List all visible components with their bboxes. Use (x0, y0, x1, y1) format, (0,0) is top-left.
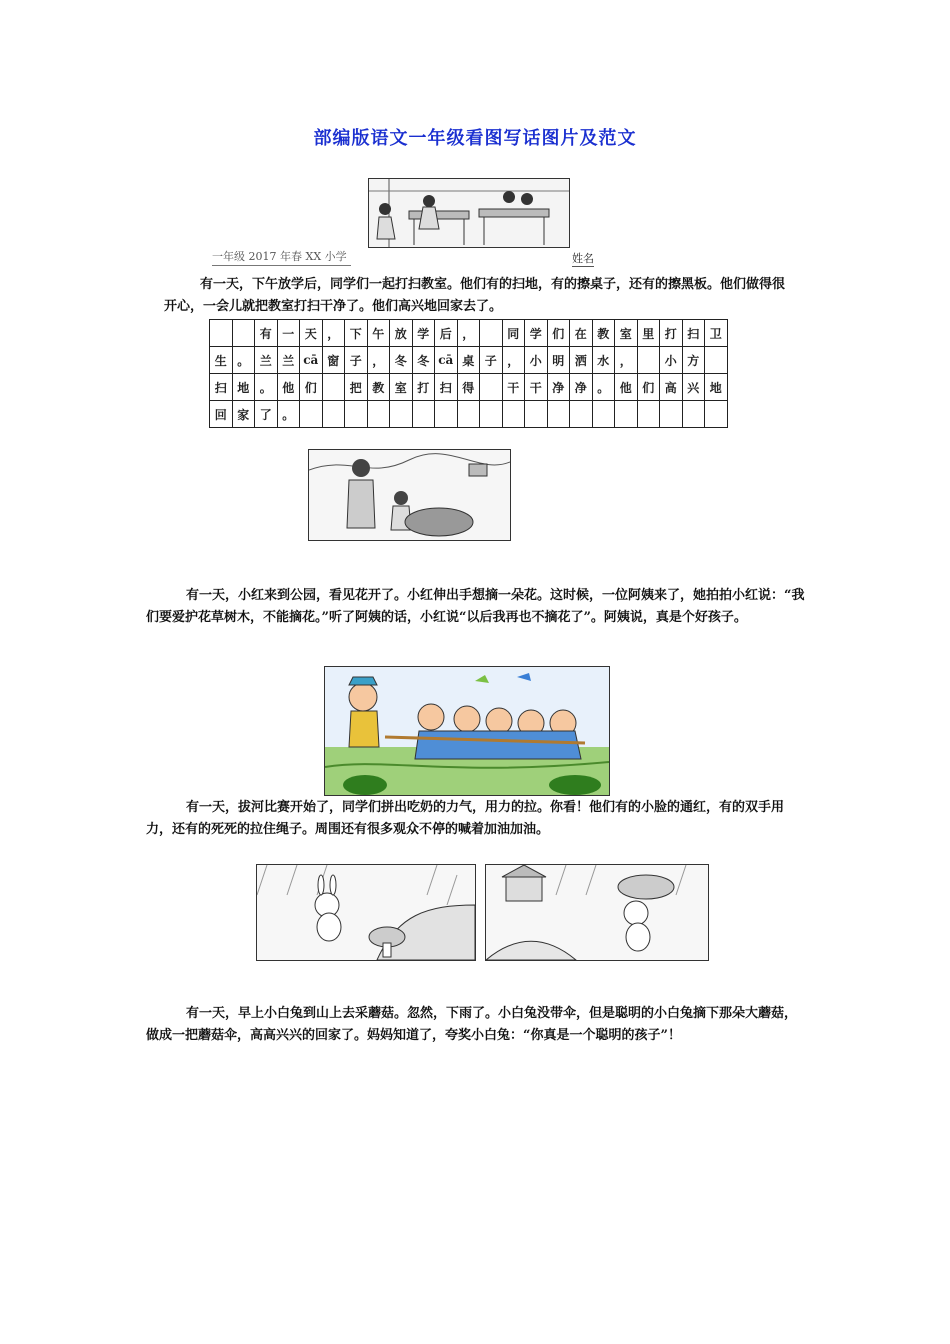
grid-cell: 他 (615, 374, 638, 401)
grid-cell (480, 401, 503, 428)
grid-cell: 方 (682, 347, 705, 374)
grid-cell: 扫 (435, 374, 458, 401)
grid-cell: 小 (525, 347, 548, 374)
park-flowers-drawing (309, 450, 510, 540)
grid-cell (682, 401, 705, 428)
grid-cell: cā (435, 347, 458, 374)
grid-cell (367, 401, 390, 428)
grid-cell: 天 (300, 320, 323, 347)
grid-cell: 教 (367, 374, 390, 401)
grid-cell: 。 (277, 401, 300, 428)
grid-cell: 。 (232, 347, 255, 374)
grid-cell: ， (615, 347, 638, 374)
grid-cell: 干 (525, 374, 548, 401)
grid-cell: 学 (525, 320, 548, 347)
grid-cell: ， (502, 347, 525, 374)
grid-cell (480, 374, 503, 401)
grid-cell: 地 (705, 374, 728, 401)
grid-cell (525, 401, 548, 428)
grid-cell: 高 (660, 374, 683, 401)
grid-cell: 干 (502, 374, 525, 401)
grid-cell (570, 401, 593, 428)
grid-row (210, 320, 728, 347)
grid-cell (660, 401, 683, 428)
grid-cell (705, 401, 728, 428)
park-flowers-illustration (308, 449, 511, 541)
grid-cell (705, 347, 728, 374)
grid-cell: 了 (255, 401, 278, 428)
grid-cell: 子 (480, 347, 503, 374)
grid-cell: 兴 (682, 374, 705, 401)
grid-cell: 有 (255, 320, 278, 347)
grid-cell: 净 (547, 374, 570, 401)
grid-cell: 一 (277, 320, 300, 347)
grid-cell: 里 (637, 320, 660, 347)
grid-cell: 们 (300, 374, 323, 401)
grid-cell: 明 (547, 347, 570, 374)
grid-cell: 们 (637, 374, 660, 401)
rabbit-rain-drawing-1 (257, 865, 475, 960)
grid-cell: 得 (457, 374, 480, 401)
grid-cell (300, 401, 323, 428)
grid-cell (322, 401, 345, 428)
grid-cell (637, 347, 660, 374)
grid-cell: 洒 (570, 347, 593, 374)
grid-cell (592, 401, 615, 428)
grid-cell: 子 (345, 347, 368, 374)
story-3-text: 有一天，拔河比赛开始了，同学们拼出吃奶的力气，用力的拉。你看！他们有的小脸的通红，有的双手用力，还有的死死的拉住绳子。周围还有很多观众不停的喊着加油加油。 (146, 800, 785, 837)
story-2-text: 有一天，小红来到公园，看见花开了。小红伸出手想摘一朵花。这时候，一位阿姨来了，她拍拍小红说：“我们要爱护花草树木，不能摘花。”听了阿姨的话，小红说“以后我再也不摘花了”。阿姨说，真是个好孩子。 (146, 588, 805, 625)
grid-cell: 教 (592, 320, 615, 347)
classroom-cleaning-drawing (369, 179, 569, 247)
writing-grid (209, 319, 728, 428)
grid-cell (502, 401, 525, 428)
grid-cell: 冬 (412, 347, 435, 374)
grid-cell: 回 (210, 401, 233, 428)
grid-cell: cā (300, 347, 323, 374)
grid-cell: 们 (547, 320, 570, 347)
grid-cell: 生 (210, 347, 233, 374)
grid-cell: 窗 (322, 347, 345, 374)
grid-cell: 下 (345, 320, 368, 347)
grid-cell: 卫 (705, 320, 728, 347)
grid-cell: 扫 (682, 320, 705, 347)
grid-cell: ， (322, 320, 345, 347)
grid-cell: 他 (277, 374, 300, 401)
grid-cell: 家 (232, 401, 255, 428)
name-label: 姓名 (572, 252, 594, 265)
grid-cell (547, 401, 570, 428)
tug-of-war-illustration (324, 666, 610, 796)
grid-cell: 室 (390, 374, 413, 401)
grid-cell (412, 401, 435, 428)
grid-row (210, 401, 728, 428)
grid-cell (637, 401, 660, 428)
grid-cell: 放 (390, 320, 413, 347)
grid-cell: 兰 (255, 347, 278, 374)
tug-of-war-drawing (325, 667, 609, 795)
story-1-text: 有一天，下午放学后，同学们一起打扫教室。他们有的扫地，有的擦桌子，还有的擦黑板。他们做得很开心，一会儿就把教室打扫干净了。他们高兴地回家去了。 (164, 277, 786, 314)
grid-cell: 兰 (277, 347, 300, 374)
grid-cell (210, 320, 233, 347)
classroom-cleaning-illustration (368, 178, 570, 248)
grid-cell (615, 401, 638, 428)
grid-cell: 后 (435, 320, 458, 347)
grid-cell: 学 (412, 320, 435, 347)
grid-cell: 把 (345, 374, 368, 401)
grid-cell: ， (367, 347, 390, 374)
grid-cell: ， (457, 320, 480, 347)
grid-cell (390, 401, 413, 428)
grid-cell: 净 (570, 374, 593, 401)
grid-cell (480, 320, 503, 347)
page-title: 部编版语文一年级看图写话图片及范文 (313, 128, 637, 149)
rabbit-rain-illustration-1 (256, 864, 476, 961)
grid-cell: 午 (367, 320, 390, 347)
grid-cell: 小 (660, 347, 683, 374)
story-4-text: 有一天，早上小白兔到山上去采蘑菇。忽然，下雨了。小白兔没带伞，但是聪明的小白兔摘下那朵大蘑菇，做成一把蘑菇伞，高高兴兴的回家了。妈妈知道了，夸奖小白兔：“你真是一个聪明的孩子”！ (146, 1006, 798, 1043)
grid-cell: 水 (592, 347, 615, 374)
grid-cell: 打 (412, 374, 435, 401)
rabbit-rain-illustration-2 (485, 864, 709, 961)
grid-cell: 同 (502, 320, 525, 347)
school-label: 一年级 2017 年春 XX 小学 (212, 248, 351, 266)
grid-cell (232, 320, 255, 347)
grid-cell (457, 401, 480, 428)
grid-row (210, 347, 728, 374)
grid-cell: 扫 (210, 374, 233, 401)
grid-row (210, 374, 728, 401)
grid-cell: 。 (255, 374, 278, 401)
grid-cell: 冬 (390, 347, 413, 374)
grid-cell (345, 401, 368, 428)
grid-cell: 桌 (457, 347, 480, 374)
grid-cell (435, 401, 458, 428)
rabbit-rain-drawing-2 (486, 865, 708, 960)
grid-cell: 在 (570, 320, 593, 347)
grid-cell: 。 (592, 374, 615, 401)
grid-cell: 地 (232, 374, 255, 401)
grid-cell (322, 374, 345, 401)
grid-cell: 室 (615, 320, 638, 347)
grid-cell: 打 (660, 320, 683, 347)
